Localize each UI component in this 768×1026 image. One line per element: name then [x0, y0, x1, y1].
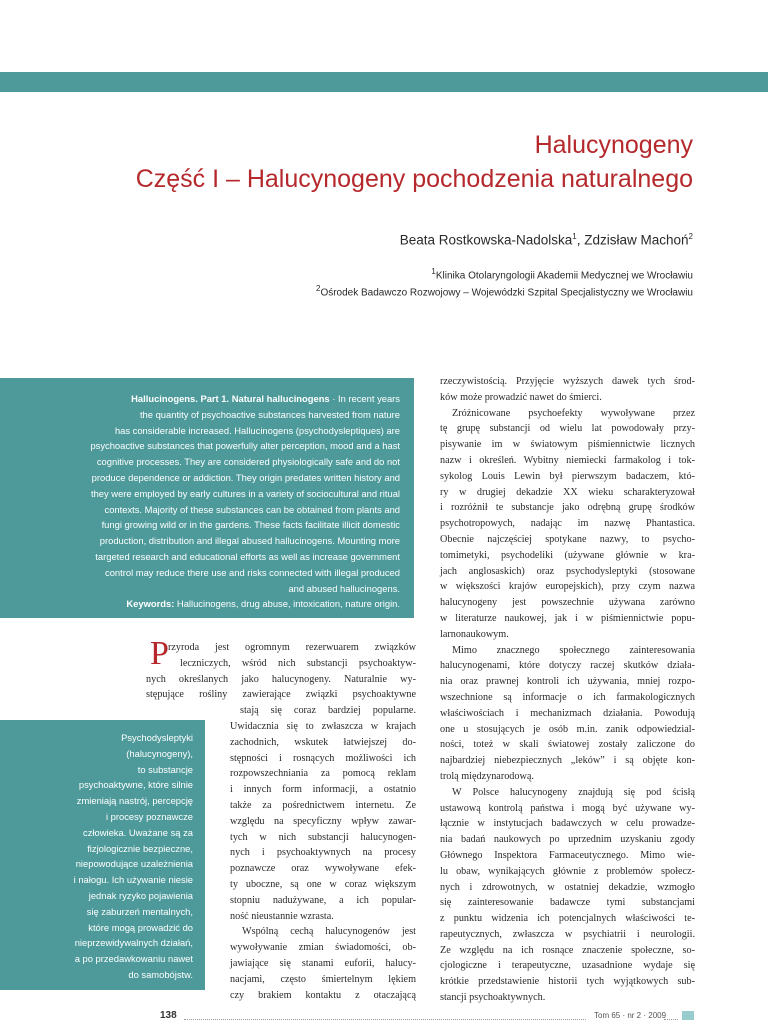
abstract-line: control may reduce there use and risks connected with illegal produced	[105, 566, 400, 578]
abstract-line: has considerable increased. Hallucinogens (psychodysleptiques) are	[114, 424, 400, 436]
drop-cap: P	[150, 635, 169, 672]
body-line: tę grupę substancji od wielu lat powodowały przy-	[440, 423, 695, 435]
pull-quote-line: człowieka. Uważane są za	[83, 826, 193, 838]
affiliation-1-text: Klinika Otolaryngologii Akademii Medycznej we Wrocławiu	[435, 270, 693, 282]
body-line: stopniu nadużywane, a ich popular-	[230, 894, 416, 906]
body-line: względu na specyficzny wpływ zawar-	[230, 815, 416, 827]
body-line: rzyroda jest ogromnym rezerwuarem związków	[168, 642, 416, 653]
pull-quote-line: które mogą prowadzić do	[88, 921, 193, 933]
body-line: czy brakiem kontaktu z otaczającą	[230, 989, 416, 1001]
author-separator: ,	[576, 232, 585, 248]
body-line: stępności i rosnących możliwości ich	[230, 752, 416, 764]
abstract-text	[10, 391, 400, 612]
pull-quote-line: niepowodujące uzależnienia	[75, 858, 193, 870]
abstract-line: targeted research and educational efforts as well as increase government	[95, 550, 400, 562]
body-line: one u stosujących je osób m.in. zanik odpowiedzial-	[440, 723, 695, 735]
journal-info: Tom 65 · nr 2 · 2009	[594, 1011, 667, 1020]
body-line: stają się coraz bardziej popularne.	[240, 705, 416, 717]
body-line: jach anglosaskich) oraz psychodysleptyki (stosowane	[440, 565, 695, 577]
body-line: psychotropowych, nadając im nazwę Phantastica.	[440, 518, 695, 530]
keywords-label: Keywords:	[126, 598, 175, 610]
affiliation-1-sup: 1	[431, 267, 436, 276]
body-line: wywoływanie zmian świadomości, ob-	[230, 942, 416, 954]
body-line: w literaturze naukowej, jak i w piśmiennictwie popu-	[440, 612, 695, 624]
body-line: cjologiczne i terapeutyczne, uzasadnione wydaje się	[440, 960, 695, 972]
body-line: ty uboczne, są one w coraz większym	[230, 878, 416, 890]
body-line: pisywanie im w światowym piśmiennictwie licznych	[440, 439, 695, 451]
body-line: nazw i określeń. Wybitny niemiecki farmakolog i tok-	[440, 454, 695, 466]
pull-quote-line: zmieniają nastrój, percepcję	[76, 795, 193, 807]
abstract-line: production, distribution and illegal abused hallucinogens. Mounting more	[99, 535, 400, 547]
body-line: ności, toteż w skali światowej zostały zaliczone do	[440, 739, 695, 751]
body-line: nacjami, często śmiertelnym lękiem	[230, 973, 416, 985]
body-line: ry w drugiej dekadzie XX wieku scharakteryzował	[440, 486, 695, 498]
body-line: tomimetyki, psychodeliki (używane głównie w kra-	[440, 549, 695, 561]
author-1-sup: 1	[572, 232, 577, 241]
abstract-line-text: In recent years	[337, 393, 400, 404]
pull-quote-line: to substancje	[137, 763, 193, 775]
page-number: 138	[160, 1010, 177, 1021]
body-line: także za pośrednictwem internetu. Ze	[230, 799, 416, 811]
abstract-keywords	[10, 596, 400, 612]
body-line: i rozróżnił te substancje jako odrębną grupę środków	[440, 502, 695, 514]
body-line: halucynogeny jest powszechnie używana zarówno	[440, 597, 695, 609]
body-line: stancji psychoaktywnych.	[440, 992, 546, 1004]
body-line: trolą międzynarodową.	[440, 770, 534, 782]
article-title	[136, 128, 693, 196]
body-line: nych określanych jako halucynogeny. Naturalnie wy-	[146, 673, 416, 685]
footer-rule	[664, 1019, 678, 1020]
body-line: ustawową kontrolą państwa i mogą być używane wy-	[440, 802, 695, 814]
body-line: Głównego Inspektora Farmaceutycznego. Mimo wie-	[440, 849, 695, 861]
body-line: Zróżnicowane psychoefekty wywoływane przez	[452, 407, 695, 419]
keywords-text: Hallucinogens, drug abuse, intoxication, nature origin.	[174, 598, 400, 610]
pull-quote-line: i procesy poznawcze	[105, 810, 193, 822]
body-line: poznawcze oraz wywoływane efek-	[230, 863, 416, 875]
pull-quote-line: Psychodysleptyki	[121, 732, 193, 743]
pull-quote-text	[74, 730, 193, 983]
body-line: zachodnich, wskutek łatwiejszej do-	[230, 736, 416, 748]
pull-quote-line: do samobójstw.	[128, 968, 193, 980]
authors	[400, 232, 693, 248]
abstract-line: fungi growing wild or in the gardens. These facts facilitate illicit domestic	[101, 519, 400, 531]
body-line: Wspólną cechą halucynogenów jest	[242, 926, 416, 938]
abstract-line: and abused hallucinogens.	[288, 582, 400, 594]
body-line: w większości krajów europejskich), przy czym nazwa	[440, 581, 695, 593]
page-marker	[682, 1011, 694, 1020]
author-1: Beata Rostkowska-Nadolska	[399, 232, 573, 248]
body-line: halucynogenami, które dotyczy raczej skutków działa-	[440, 660, 695, 672]
footer-rule	[184, 1019, 586, 1020]
abstract-line: cognitive processes. They are considered physiologically safe and do not	[96, 456, 400, 468]
abstract-line: produce dependence or addiction. They origin predates written history and	[91, 471, 400, 483]
pull-quote-line: jednak ryzyko pojawienia	[88, 889, 193, 901]
body-line: ków może prowadzić nawet do śmierci.	[440, 391, 602, 403]
pull-quote-box	[0, 720, 205, 990]
abstract-line: psychoactive substances that powerfully alter perception, mood and a hast	[90, 440, 400, 452]
body-line: nych i zdrowotnych, w ostatniej dekadzie, wzmogło	[440, 881, 695, 893]
body-line: Uwidacznia się to zwłaszcza w krajach	[230, 720, 416, 732]
english-abstract-box	[0, 378, 414, 618]
abstract-line: the quantity of psychoactive substances harvested from nature	[139, 408, 400, 420]
title-line-1: Halucynogeny	[534, 131, 693, 159]
body-line: łącznie w instytucjach badawczych w celu prowadze-	[440, 818, 695, 830]
abstract-heading: Hallucinogens. Part 1. Natural hallucinogens	[131, 393, 330, 404]
abstract-line	[10, 391, 400, 407]
body-column-right	[440, 374, 695, 1006]
body-line: lu obaw, wynikających głównie z problemów społecz-	[440, 865, 695, 877]
body-line: sykolog Louis Lewin był pierwszym badaczem, któ-	[440, 470, 695, 482]
body-line: z punktu widzenia ich potencjalnych właściwości te-	[440, 913, 695, 925]
pull-quote-line: psychoaktywne, które silnie	[78, 779, 193, 791]
body-line: larnonaukowym.	[440, 628, 509, 640]
title-line-2: Część I – Halucynogeny pochodzenia naturalnego	[135, 165, 693, 193]
author-2: Zdzisław Machoń	[584, 232, 689, 248]
body-line: rozpowszechniania za pomocą reklam	[230, 768, 416, 780]
body-line: W Polsce halucynogeny znajdują się pod ścisłą	[452, 786, 695, 798]
affiliation-1	[431, 267, 693, 281]
pull-quote-line: i nałogu. Ich używanie niesie	[73, 874, 193, 886]
body-line: ność nieustannie wzrasta.	[230, 910, 334, 922]
body-line: się zainteresowanie badawcze tymi substancjami	[440, 897, 695, 909]
body-line: leczniczych, wśród nich substancji psychoaktyw-	[180, 657, 416, 669]
affiliation-2-sup: 2	[315, 284, 321, 293]
abstract-dot: ·	[329, 393, 338, 404]
body-line: wszechnione są informacje o ich farmakologicznych	[440, 691, 695, 703]
pull-quote-line: a po przedawkowaniu nawet	[74, 953, 193, 965]
author-2-sup: 2	[688, 232, 693, 241]
body-line: Mimo znacznego społecznego zainteresowania	[452, 644, 695, 656]
body-line: Ze względu na ich rosnące znaczenie społeczne, so-	[440, 944, 695, 956]
header-color-bar	[0, 72, 768, 92]
body-line: najbardziej niebezpiecznych „leków” i są objęte kon-	[440, 755, 695, 767]
body-line: i innych form informacji, a ostatnio	[230, 784, 416, 796]
body-line: rzeczywistością. Przyjęcie wyższych dawek tych środ-	[440, 376, 695, 387]
body-line: właściwościach i mechanizmach działania. Powodują	[440, 707, 695, 719]
body-line: tych w nich substancji halucynogen-	[230, 831, 416, 843]
body-line: stępujące rośliny zawierające związki psychoaktywne	[146, 689, 416, 701]
affiliation-2-text: Ośrodek Badawczo Rozwojowy – Wojewódzki Szpital Specjalistyczny we Wrocławiu	[320, 287, 693, 299]
body-line: Obecnie najczęściej spotykane nazwy, to psycho-	[440, 533, 695, 545]
body-line: nia badań naukowych po uprzednim uzyskaniu zgody	[440, 834, 695, 846]
body-line: rapeutycznych, zwłaszcza w psychiatrii i neurologii.	[440, 928, 695, 940]
pull-quote-line: fizjologicznie bezpieczne,	[87, 842, 193, 854]
pull-quote-line: nieprzewidywalnych działań,	[74, 937, 193, 949]
pull-quote-line: (halucynogeny),	[126, 747, 193, 759]
abstract-line: contexts. Majority of these substances can be obtained from plants and	[104, 503, 400, 515]
body-line: jawiające się stanami euforii, halucy-	[230, 957, 416, 969]
body-line: nia oraz prawnej kontroli ich używania, mniej rozpo-	[440, 676, 695, 688]
affiliation-2	[316, 284, 693, 298]
abstract-line: they were employed by early cultures in a variety of sociocultural and ritual	[90, 487, 400, 499]
pull-quote-line: się zaburzeń mentalnych,	[86, 905, 193, 917]
body-line: nych i psychoaktywnych na procesy	[230, 847, 416, 859]
body-line: krótkie przedstawienie historii tych wyjątkowych sub-	[440, 976, 695, 988]
